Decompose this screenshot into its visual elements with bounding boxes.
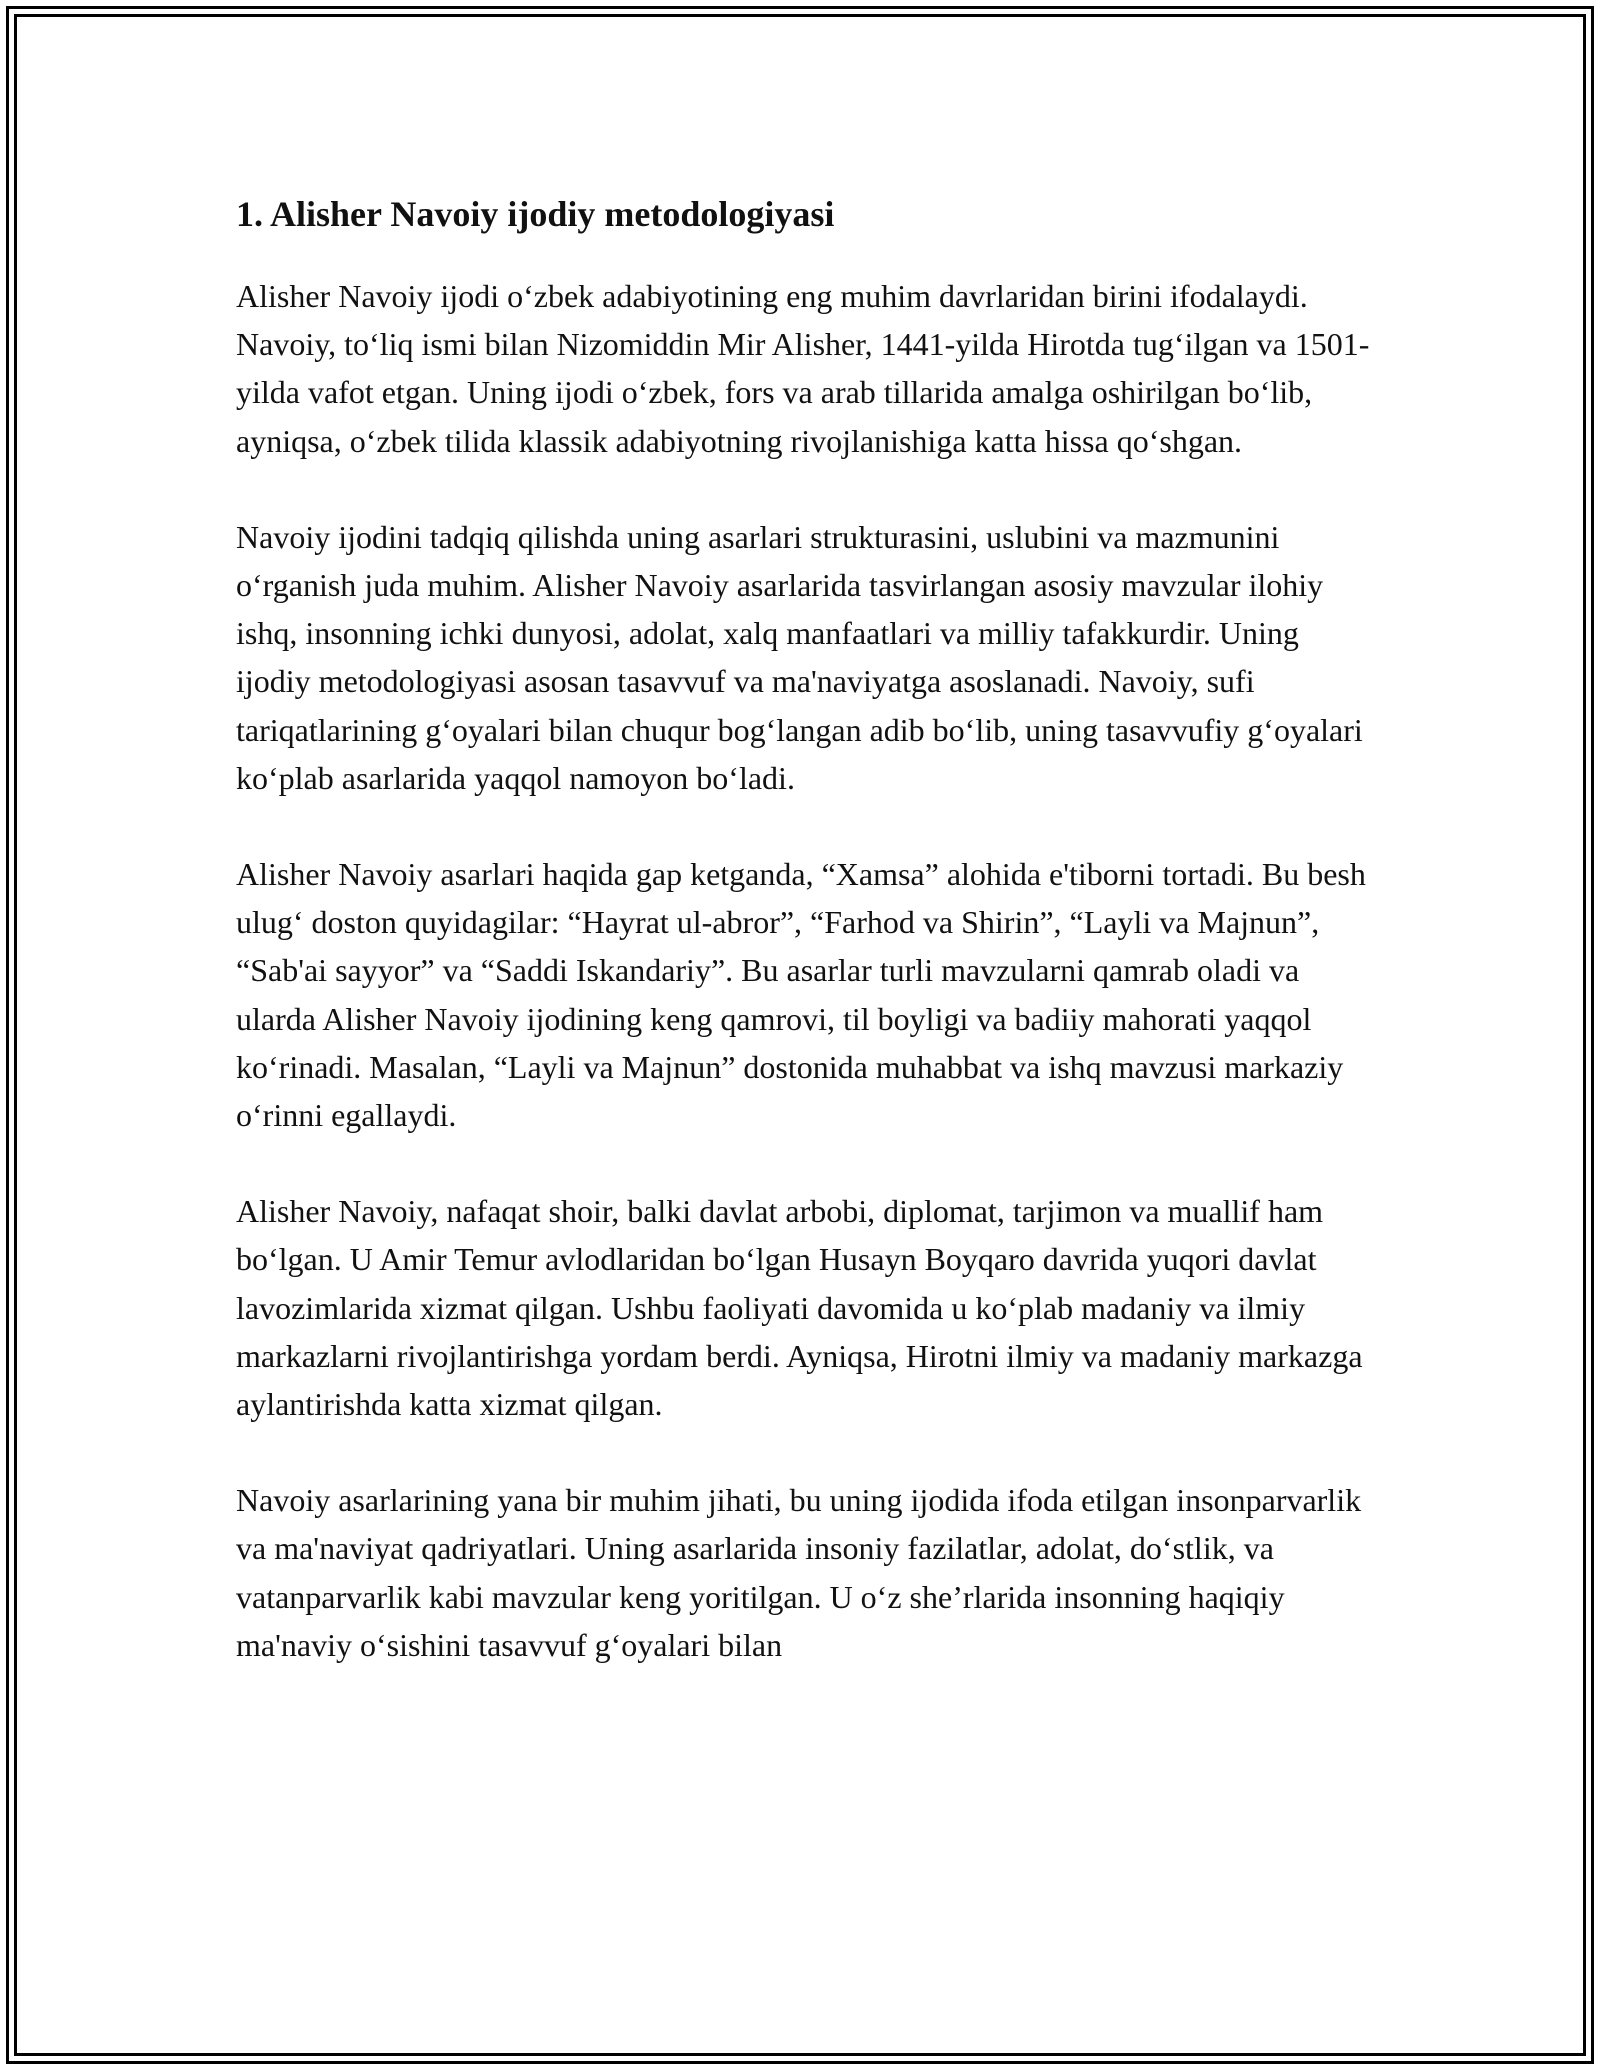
paragraph-1: Alisher Navoiy ijodi o‘zbek adabiyotining eng muhim davrlaridan birini ifodalaydi. Navoiy, to‘liq ismi bilan Nizomiddin Mir Alisher, 1441-yilda Hirotda tug‘ilgan va 1501-yilda vafot etgan. Uning ijodi o‘zbek, fors va arab tillarida amalga oshirilgan bo‘lib, ayniqsa, o‘zbek tilida klassik adabiyotning rivojlanishiga katta hissa qo‘shgan. bbox=[236, 278, 1370, 459]
document-body bbox=[236, 186, 1376, 1717]
paragraph-3: Alisher Navoiy asarlari haqida gap ketganda, “Xamsa” alohida e'tiborni tortadi. Bu besh ulug‘ doston quyidagilar: “Hayrat ul-abror”, “Farhod va Shirin”, “Layli va Majnun”, “Sab'ai sayyor” va “Saddi Iskandariy”. Bu asarlar turli mavzularni qamrab oladi va ularda Alisher Navoiy ijodining keng qamrovi, til boyligi va badiiy mahorati yaqqol ko‘rinadi. Masalan, “Layli va Majnun” dostonida muhabbat va ishq mavzusi markaziy o‘rinni egallaydi. bbox=[236, 856, 1366, 1134]
section-heading: 1. Alisher Navoiy ijodiy metodologiyasi bbox=[236, 194, 835, 234]
paragraph-2: Navoiy ijodini tadqiq qilishda uning asarlari strukturasini, uslubini va mazmunini o‘rganish juda muhim. Alisher Navoiy asarlarida tasvirlangan asosiy mavzular ilohiy ishq, insonning ichki dunyosi, adolat, xalq manfaatlari va milliy tafakkurdir. Uning ijodiy metodologiyasi asosan tasavvuf va ma'naviyatga asoslanadi. Navoiy, sufi tariqatlarining g‘oyalari bilan chuqur bog‘langan adib bo‘lib, uning tasavvufiy g‘oyalari ko‘plab asarlarida yaqqol namoyon bo‘ladi. bbox=[236, 518, 1363, 796]
paragraph-4: Alisher Navoiy, nafaqat shoir, balki davlat arbobi, diplomat, tarjimon va muallif ham bo‘lgan. U Amir Temur avlodlaridan bo‘lgan Husayn Boyqaro davrida yuqori davlat lavozimlarida xizmat qilgan. Ushbu faoliyati davomida u ko‘plab madaniy va ilmiy markazlarni rivojlantirishga yordam berdi. Ayniqsa, Hirotni ilmiy va madaniy markazga aylantirishda katta xizmat qilgan. bbox=[236, 1193, 1363, 1423]
paragraph-5: Navoiy asarlarining yana bir muhim jihati, bu uning ijodida ifoda etilgan insonparvarlik va ma'naviyat qadriyatlari. Uning asarlarida insoniy fazilatlar, adolat, do‘stlik, va vatanparvarlik kabi mavzular keng yoritilgan. U o‘z she’rlarida insonning haqiqiy ma'naviy o‘sishini tasavvuf g‘oyalari bilan bbox=[236, 1482, 1362, 1663]
